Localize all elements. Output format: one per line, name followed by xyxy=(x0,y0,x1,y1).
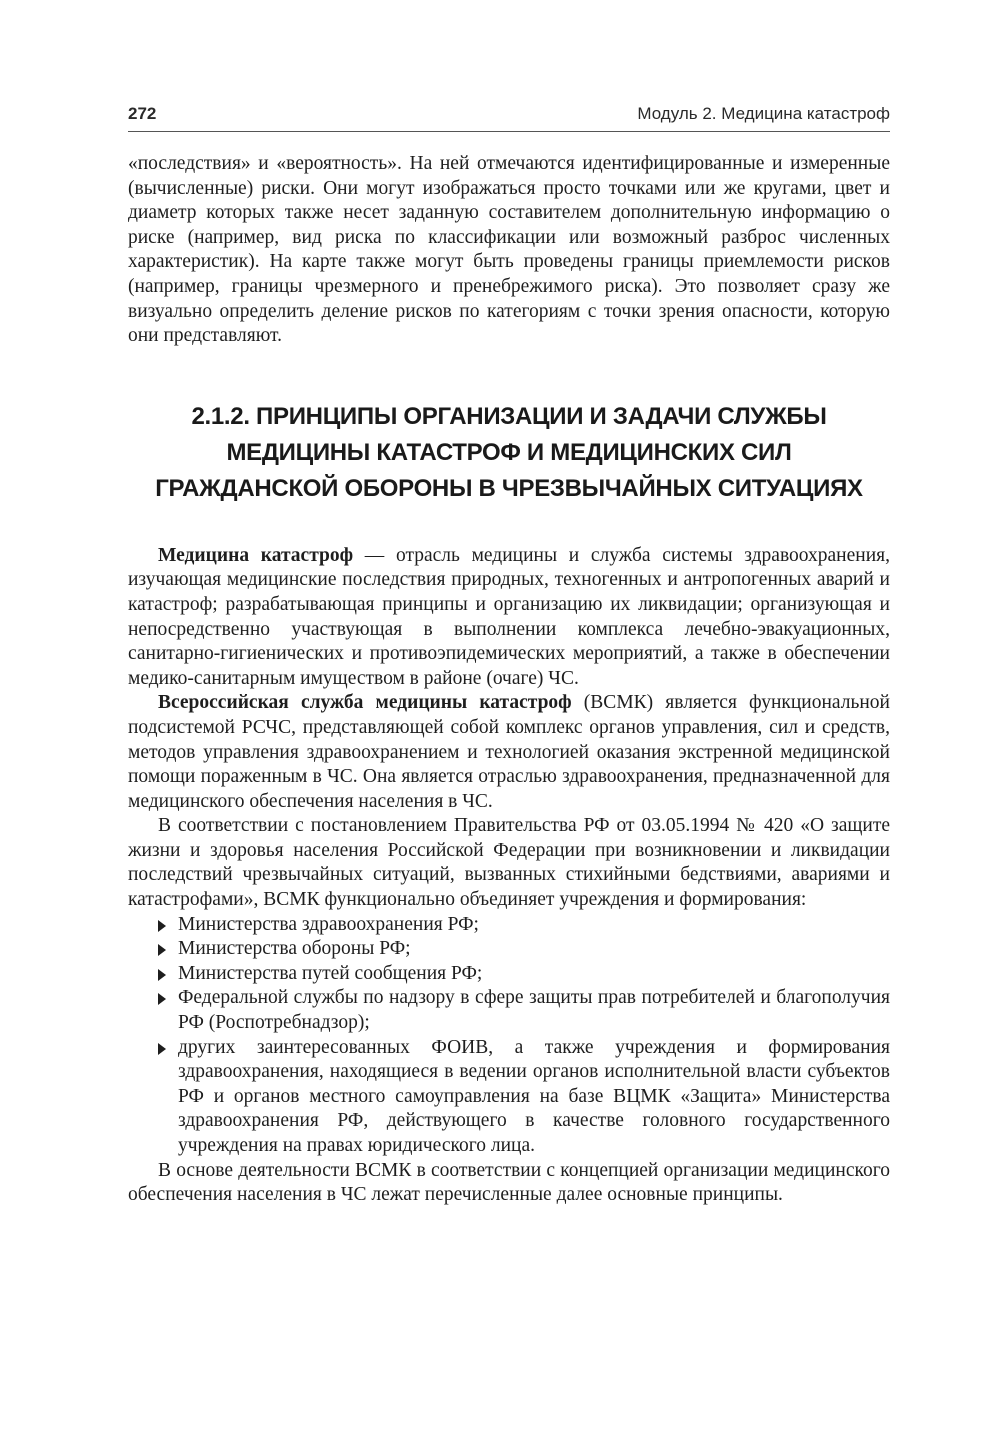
institutions-list xyxy=(128,913,890,1159)
list-item xyxy=(178,913,890,938)
section-heading-line: 2.1.2. ПРИНЦИПЫ ОРГАНИЗАЦИИ И ЗАДАЧИ СЛУЖБЫ xyxy=(191,402,827,430)
paragraph-vsmk xyxy=(128,691,890,814)
intro-paragraph: «последствия» и «вероятность». На ней отмечаются идентифицированные и измеренные (вычисленные) риски. Они могут изображаться просто точками или же кругами, цвет и диаметр которых также несет заданную составителем дополнительную информацию о риске (например, вид риска по классификации или возможный разброс численных характеристик). На карте также могут быть проведены границы приемлемости рисков (например, границы чрезмерного и пренебрежимого риска). Это позволяет сразу же визуально определить деление рисков по категориям с точки зрения опасности, которую они представляют. xyxy=(128,153,890,347)
section-heading-line: МЕДИЦИНЫ КАТАСТРОФ И МЕДИЦИНСКИХ СИЛ xyxy=(226,438,792,466)
section-heading xyxy=(128,399,890,507)
paragraph-decree: В соответствии с постановлением Правительства РФ от 03.05.1994 № 420 «О защите жизни и здоровья населения Российской Федерации при возникновении и ликвидации последствий чрезвычайных ситуаций, вызванных стихийными бедствиями, авариями и катастрофами», ВСМК функционально объединяет учреждения и формирования: xyxy=(128,815,890,911)
list-item xyxy=(178,986,890,1035)
bullet-icon xyxy=(158,944,166,956)
list-item-text: Министерства путей сообщения РФ; xyxy=(178,962,483,984)
bullet-icon xyxy=(158,920,166,932)
list-item xyxy=(178,962,890,987)
bullet-icon xyxy=(158,1043,166,1055)
list-item-text: Федеральной службы по надзору в сфере защиты прав потребителей и благополучия РФ (Роспотребнадзор); xyxy=(178,987,890,1034)
module-title: Модуль 2. Медицина катастроф xyxy=(637,104,890,123)
paragraph-principles: В основе деятельности ВСМК в соответствии с концепцией организации медицинского обеспечения населения в ЧС лежат перечисленные далее основные принципы. xyxy=(128,1159,890,1206)
paragraph-text: — отрасль медицины и служба системы здравоохранения, изучающая медицинские последствия природных, техногенных и антропогенных аварий и катастроф; разрабатывающая принципы и организацию их ликвидации; организующая и непосредственно участвующая в выполнении комплекса лечебно-эвакуационных, санитарно-гигиенических и противоэпидемических мероприятий, а также в обеспечении медико-санитарным имуществом в районе (очаге) ЧС. xyxy=(128,544,890,689)
list-item-text: Министерства обороны РФ; xyxy=(178,938,411,960)
running-header xyxy=(128,104,890,130)
bullet-icon xyxy=(158,969,166,981)
paragraph-text: (ВСМК) является функциональной подсистемой РСЧС, представляющей собой комплекс органов управления, сил и средств, методов управления здравоохранением и технологией оказания экстренной медицинской помощи пораженным в ЧС. Она является отраслью здравоохранения, предназначенной для медицинского обеспечения населения в ЧС. xyxy=(128,692,890,812)
paragraph-disaster-medicine xyxy=(128,544,890,692)
page-number: 272 xyxy=(128,104,157,123)
list-item-text: Министерства здравоохранения РФ; xyxy=(178,913,479,935)
header-divider xyxy=(128,131,890,132)
list-item xyxy=(178,1036,890,1159)
body-text xyxy=(128,152,890,1208)
list-item xyxy=(178,937,890,962)
term-disaster-medicine: Медицина катастроф xyxy=(158,544,354,566)
section-heading-line: ГРАЖДАНСКОЙ ОБОРОНЫ В ЧРЕЗВЫЧАЙНЫХ СИТУАЦИЯХ xyxy=(155,474,863,502)
term-vsmk: Всероссийская служба медицины катастроф xyxy=(158,692,572,714)
bullet-icon xyxy=(158,993,166,1005)
list-item-text: других заинтересованных ФОИВ, а также учреждения и формирования здравоохранения, находящиеся в ведении органов исполнительной власти субъектов РФ и органов местного самоуправления на базе ВЦМК «Защита» Министерства здравоохранения РФ, действующего в качестве головного государственного учреждения на правах юридического лица. xyxy=(178,1036,890,1156)
